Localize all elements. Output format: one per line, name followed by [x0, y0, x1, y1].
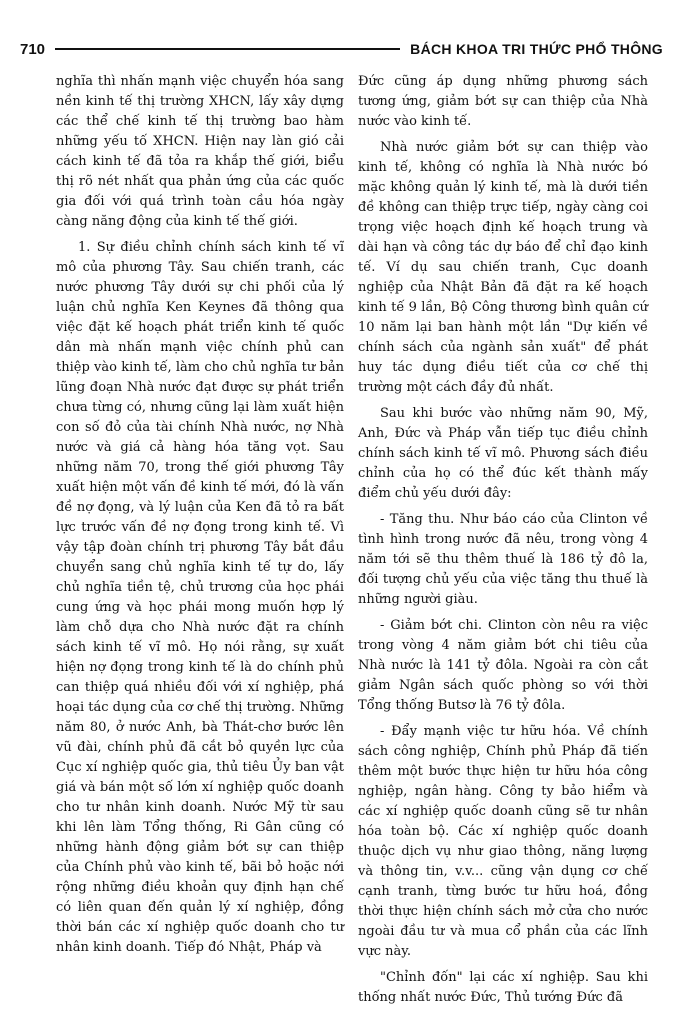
paragraph: - Tăng thu. Như báo cáo của Clinton về tình hình trong nước đã nêu, trong vòng 4 năm tới sẽ thu thêm thuế là 186 tỷ đô la, đối tượng chủ yếu của việc tăng thu thuế là những người giàu.	[358, 512, 648, 607]
paragraph: nghĩa thì nhấn mạnh việc chuyển hóa sang nền kinh tế thị trường XHCN, lấy xây dựng các thể chế kinh tế thị trường bao hàm những yếu tố XHCN. Hiện nay làn gió cải cách kinh tế đã tỏa ra khắp thế giới, biểu thị rõ nét nhất qua phản ứng của các quốc gia đối với quá trình toàn cầu hóa ngày càng năng động của kinh tế thế giới.	[56, 74, 344, 229]
page-number: 710	[20, 40, 46, 58]
right-column	[358, 72, 648, 1014]
paragraph: 1. Sự điều chỉnh chính sách kinh tế vĩ mô của phương Tây. Sau chiến tranh, các nước phương Tây dưới sự chi phối của lý luận chủ nghĩa Ken Keynes đã thông qua việc đặt kế hoạch phát triển kinh tế quốc dân mà nhấn mạnh việc chính phủ can thiệp vào kinh tế, làm cho chủ nghĩa tư bản lũng đoạn Nhà nước đạt được sự phát triển chưa từng có, nhưng cũng lại làm xuất hiện con số đỏ của tài chính Nhà nước, nợ Nhà nước và giá cả hàng hóa tăng vọt. Sau những năm 70, trong thế giới phương Tây xuất hiện một vấn đề kinh tế mới, đó là vấn đề nợ đọng, và lý luận của Ken đã tỏ ra bất lực trước vấn đề nợ đọng trong kinh tế. Vì vậy tập đoàn chính trị phương Tây bắt đầu chuyển sang chủ nghĩa kinh tế tự do, lấy chủ nghĩa tiền tệ, chủ trương của học phái cung ứng và học phái mong muốn hợp lý làm chỗ dựa cho Nhà nước đặt ra chính sách kinh tế vĩ mô. Họ nói rằng, sự xuất hiện nợ đọng trong kinh tế là do chính phủ can thiệp quá nhiều đối với xí nghiệp, phá hoại tác dụng của cơ chế thị trường. Những năm 80, ở nước Anh, bà Thát-chơ bước lên vũ đài, chính phủ đã cắt bỏ quyền lực của Cục xí nghiệp quốc gia, thủ tiêu Ủy ban vật giá và bán một số lớn xí nghiệp quốc doanh cho tư nhân kinh doanh. Nước Mỹ từ sau khi lên làm Tổng thống, Ri Gân cũng có những hành động giảm bớt sự can thiệp của Chính phủ vào kinh tế, bãi bỏ hoặc nới rộng những điều khoản quy định hạn chế có liên quan đến quản lý xí nghiệp, đồng thời bán các xí nghiệp quốc doanh cho tư nhân kinh doanh. Tiếp đó Nhật, Pháp và	[56, 240, 345, 955]
running-header	[20, 38, 663, 60]
header-rule	[55, 48, 400, 50]
left-column	[56, 72, 344, 964]
paragraph: - Đẩy mạnh việc tư hữu hóa. Về chính sách công nghiệp, Chính phủ Pháp đã tiến thêm một bước thực hiện tư hữu hóa công nghiệp, ngân hàng. Công ty bảo hiểm và các xí nghiệp quốc doanh cũng sẽ tư nhân hóa toàn bộ. Các xí nghiệp quốc doanh thuộc dịch vụ như giao thông, năng lượng và thông tin, v.v... cũng vận dụng cơ chế cạnh tranh, từng bước tư hữu hoá, đồng thời thực hiện chính sách mở cửa cho nước ngoài đầu tư và mua cổ phần của các lĩnh vực này.	[358, 724, 648, 959]
paragraph: Nhà nước giảm bớt sự can thiệp vào kinh tế, không có nghĩa là Nhà nước bó mặc không quản lý kinh tế, mà là dưới tiền đề không can thiệp trực tiếp, ngày càng coi trọng việc hoạch định kế hoạch trung và dài hạn và công tác dự báo để chỉ đạo kinh tế. Ví dụ sau chiến tranh, Cục doanh nghiệp của Nhật Bản đã đặt ra kế hoạch kinh tế 9 lần, Bộ Công thương bình quân cứ 10 năm lại ban hành một lần "Dự kiến về chính sách của ngành sản xuất" để phát huy tác dụng điều tiết của cơ chế thị trường một cách đầy đủ nhất.	[358, 140, 648, 395]
paragraph: "Chỉnh đốn" lại các xí nghiệp. Sau khi thống nhất nước Đức, Thủ tướng Đức đã	[358, 970, 648, 1005]
paragraph: - Giảm bớt chi. Clinton còn nêu ra việc trong vòng 4 năm giảm bớt chi tiêu của Nhà nước là 141 tỷ đôla. Ngoài ra còn cắt giảm Ngân sách quốc phòng so với thời Tổng thống Butsơ là 76 tỷ đôla.	[358, 618, 648, 713]
paragraph: Đức cũng áp dụng những phương sách tương ứng, giảm bớt sự can thiệp của Nhà nước vào kinh tế.	[358, 74, 648, 129]
paragraph: Sau khi bước vào những năm 90, Mỹ, Anh, Đức và Pháp vẫn tiếp tục điều chỉnh chính sách kinh tế vĩ mô. Phương sách điều chỉnh của họ có thể đúc kết thành mấy điểm chủ yếu dưới đây:	[358, 406, 648, 501]
book-title: BÁCH KHOA TRI THỨC PHỔ THÔNG	[410, 41, 663, 57]
